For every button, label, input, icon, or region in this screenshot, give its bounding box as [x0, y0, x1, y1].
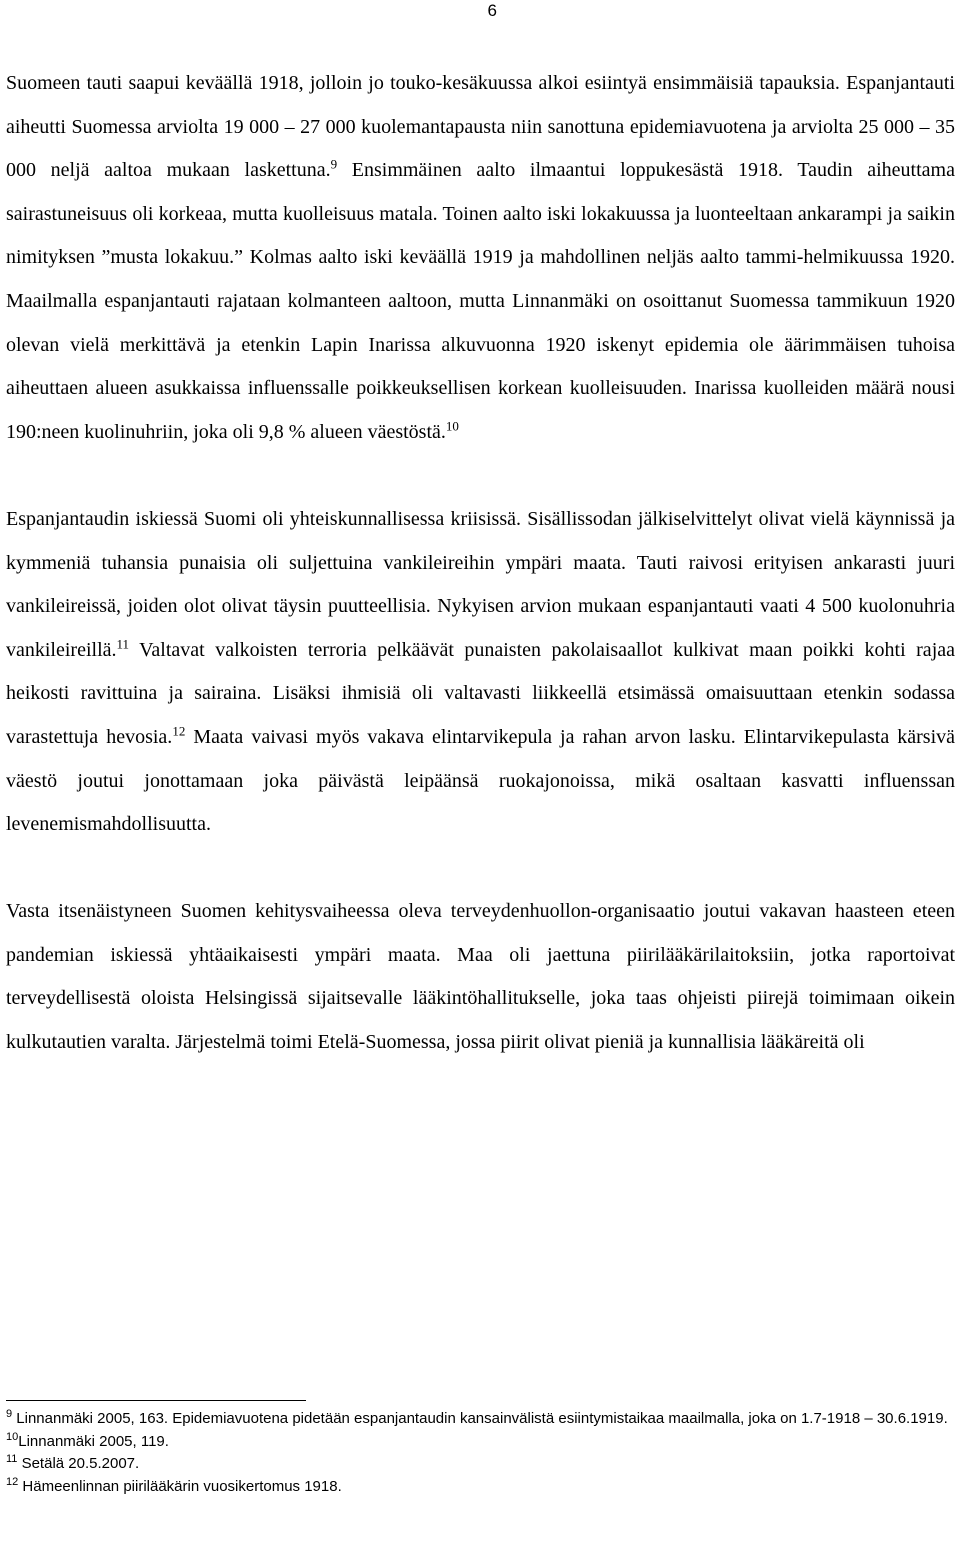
- footnote-ref: 10: [445, 418, 459, 434]
- paragraph-societal-crisis: [6, 498, 955, 847]
- paragraph-text: Maata vaivasi myös vakava elintarvikepula ja rahan arvon lasku. Elintarvikepulasta kärsivä väestö joutui jonottamaan joka päivästä leipäänsä ruokajonoissa, mikä osaltaan kasvatti influenssan levenemismahdollisuutta.: [6, 725, 956, 836]
- footnote-number: 11: [6, 1453, 18, 1465]
- footnote-item: [6, 1476, 955, 1499]
- footnote-item: [6, 1453, 955, 1476]
- footnote-number: 9: [6, 1408, 13, 1420]
- footnote-text: Linnanmäki 2005, 119.: [18, 1432, 169, 1450]
- footnote-number: 10: [6, 1430, 19, 1443]
- footnote-item: [6, 1408, 955, 1431]
- paragraph-health-organisation: [6, 890, 955, 1064]
- body-text: [6, 62, 955, 1065]
- paragraph-text: Valtavat valkoisten terroria pelkäävät punaisten pakolaisaallot kulkivat maan poikki kohti rajaa heikosti ravittuina ja sairaina. Lisäksi ihmisiä oli valtavasti liikkeellä etsimässä omaisuuttaan etenkin sodassa varastettuja hevosia.: [6, 638, 955, 748]
- footnote-ref: 11: [116, 636, 130, 652]
- footnote-separator: [6, 1400, 306, 1401]
- footnote-item: [6, 1431, 955, 1454]
- paragraph-spanish-flu-waves: [6, 62, 955, 454]
- paragraph-text: Suomeen tauti saapui keväällä 1918, jolloin jo touko-kesäkuussa alkoi esiintyä ensimmäisiä tapauksia. Espanjantauti aiheutti Suomessa arviolta 19 000 – 27 000 kuolemantapausta niin sanottuna epidemiavuotena ja arviolta 25 000 – 35 000 neljä aaltoa mukaan laskettuna.: [6, 72, 955, 182]
- paragraph-text: Vasta itsenäistyneen Suomen kehitysvaiheessa oleva terveydenhuollon-organisaatio joutui vakavan haasteen eteen pandemian iskiessä yhtäaikaisesti ympäri maata. Maa oli jaettuna piirilääkärilaitoksiin, jotka raportoivat terveydellisestä oloista Helsingissä sijaitsevalle lääkintöhallitukselle, joka taas ohjeisti piirejä toimimaan oikein kulkutautien varalta. Järjestelmä toimi Etelä-Suomessa, jossa piirit olivat pieniä ja kunnallisia lääkäreitä oli: [6, 900, 955, 1054]
- footnote-text: Setälä 20.5.2007.: [17, 1455, 140, 1472]
- footnote-number: 12: [6, 1475, 19, 1488]
- footnote-ref: 9: [330, 156, 338, 172]
- page-number: 6: [487, 1, 497, 20]
- footnote-text: Linnanmäki 2005, 163. Epidemiavuotena pidetään espanjantaudin kansainvälistä esiintymistaikaa maailmalla, joka on 1.7-1918 – 30.6.1919.: [12, 1410, 948, 1427]
- paragraph-text: Espanjantaudin iskiessä Suomi oli yhteiskunnallisessa kriisissä. Sisällissodan jälkiselvittelyt olivat vielä käynnissä ja kymmeniä tuhansia punaisia oli suljettuina vankileireihin ympäri maata. Tauti raivosi erityisen ankarasti juuri vankileireissä, joiden olot olivat täysin puutteellisia. Nykyisen arvion mukaan espanjantauti vaati 4 500 kuolonuhria vankileireillä.: [6, 507, 955, 661]
- footnote-text: Hämeenlinnan piirilääkärin vuosikertomus 1918.: [18, 1477, 342, 1495]
- footnotes: [6, 1408, 955, 1498]
- paragraph-text: Ensimmäinen aalto ilmaantui loppukesästä 1918. Taudin aiheuttama sairastuneisuus oli korkeaa, mutta kuolleisuus matala. Toinen aalto iski lokakuussa ja luonteeltaan ankarampi ja saikin nimityksen ”musta lokakuu.” Kolmas aalto iski keväällä 1919 ja mahdollinen neljäs aalto tammi-helmikuussa 1920. Maailmalla espanjantauti rajataan kolmanteen aaltoon, mutta Linnanmäki on osoittanut Suomessa tammikuun 1920 olevan vielä merkittävä ja etenkin Lapin Inarissa alkuvuonna 1920 iskenyt epidemia ole äärimmäisen tuhoisa aiheuttaen alueen asukkaissa influenssalle poikkeuksellisen korkean kuolleisuuden. Inarissa kuolleiden määrä nousi 190:neen kuolinuhriin, joka oli 9,8 % alueen väestöstä.: [6, 159, 955, 443]
- footnote-ref: 12: [172, 723, 186, 739]
